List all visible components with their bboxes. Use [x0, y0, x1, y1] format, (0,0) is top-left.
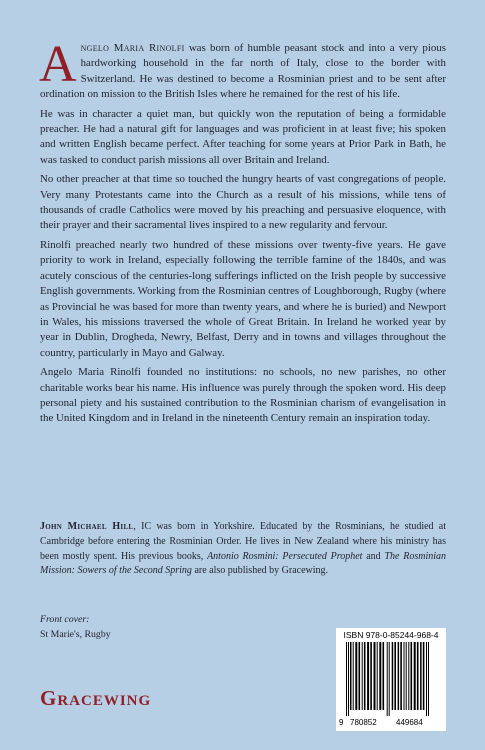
previous-book-1: Antonio Rosmini: Persecuted Prophet	[207, 550, 363, 562]
barcode-bar	[359, 642, 361, 710]
barcode-bar	[426, 642, 427, 716]
blurb-paragraph-1	[39, 36, 446, 103]
author-name: John Michael Hill	[40, 521, 134, 532]
isbn-number: ISBN 978-0-85244-968-4	[343, 630, 439, 640]
author-bio-text-c: are also published by Gracewing.	[191, 565, 329, 577]
barcode-bar	[387, 642, 388, 716]
front-cover-label: Front cover:	[40, 614, 90, 625]
author-bio	[40, 520, 446, 579]
barcode-bar	[411, 642, 413, 710]
barcode-bar	[346, 642, 347, 716]
barcode-bar	[374, 642, 376, 710]
barcode-bar	[398, 642, 400, 710]
author-bio-text-b: and	[362, 550, 385, 562]
barcode-digit-first: 9	[339, 718, 344, 727]
barcode-bar	[367, 642, 369, 710]
barcode-bar	[350, 642, 352, 710]
subject-name: ngelo Maria Rinolfi	[80, 42, 185, 54]
barcode-bar	[348, 642, 349, 716]
barcode-bar	[364, 642, 366, 710]
blurb-paragraph-4: Rinolfi preached nearly two hundred of these missions over twenty-five years. He gave priority to work in Ireland, especially following the terrible famine of the 1840s, and was acutely conscious of the centuries-long sufferings inflicted on the Irish people by successive English governments. Working from the Rosminian centres of Loughborough, Rugby (where as Provincial he was based for more than twenty years, and where he is buried) and Newport in Wales, his missions traversed the whole of Great Britain. In Ireland he worked year by year in Dublin, Drogheda, Newry, Belfast, Derry and in towns and villages throughout the country, particularly in Mayo and Galway.	[40, 238, 446, 359]
barcode-bar	[394, 642, 396, 710]
barcode-bar	[406, 642, 407, 710]
blurb-paragraph-5: Angelo Maria Rinolfi founded no institutions: no schools, no new parishes, no other charitable works bear his name. His influence was purely through the spoken word. His deep personal piety and his sustained contribution to the Rosminian charism of evangelisation in the United Kingdom and in Ireland in the nineteenth Century remain an inspiration today.	[40, 366, 446, 425]
barcode-bar	[404, 642, 405, 710]
barcode-bar	[408, 642, 409, 710]
barcode-bar	[423, 642, 425, 710]
barcode-bar	[392, 642, 394, 710]
barcode-bar	[428, 642, 429, 716]
barcode-bar	[377, 642, 378, 710]
barcode-bar	[379, 642, 381, 710]
barcode-bar	[420, 642, 422, 710]
previous-book-2: The Rosminian Mission: Sowers of the Second Spring	[40, 550, 447, 577]
front-cover-credit	[40, 612, 111, 642]
barcode-bar	[389, 642, 390, 716]
barcode-bar	[414, 642, 416, 710]
barcode-bar	[370, 642, 372, 710]
publisher-logo: Gracewing	[40, 686, 152, 710]
barcode-bar	[383, 642, 385, 710]
back-cover-blurb	[39, 36, 446, 431]
barcode-group-left: 780852	[350, 718, 377, 727]
author-bio-text-a: , IC was born in Yorkshire. Educated by the Rosminians, he studied at Cambridge before entering the Rosminian Order. He lives in New Zealand where his ministry has been mostly spent. His previous books,	[40, 521, 446, 562]
barcode-bar	[355, 642, 357, 710]
barcode-bar	[417, 642, 419, 710]
barcode-bars	[344, 642, 440, 716]
blurb-paragraph-3: No other preacher at that time so touched the hungry hearts of vast congregations of people. Very many Protestants came into the Church as a result of his missions, while tens of thousands of cradle Catholics were moved by his preaching and persuasive eloquence, with their prayer and their sacramental lives inspired to a new regularity and fervour.	[40, 173, 446, 232]
barcode-bar	[400, 642, 402, 710]
drop-cap: A	[39, 36, 77, 93]
blurb-paragraph-2: He was in character a quiet man, but quickly won the reputation of being a formidable preacher. He had a natural gift for languages and was proficient in at least five; his spoken and written English became perfect. After teaching for some years at Prior Park in Bath, he was tasked to conduct parish missions all over Britain and Ireland.	[40, 107, 446, 166]
barcode-bar	[362, 642, 363, 710]
barcode-group-right: 449684	[396, 718, 423, 727]
blurb-paragraph-1-text: was born of humble peasant stock and into a very pious hardworking household in the far north of Italy, close to the border with Switzerland. He was destined to become a Rosminian priest and to be sent after ordination on mission to the British Isles where he remained for the rest of his life.	[40, 42, 446, 101]
front-cover-value: St Marie's, Rugby	[40, 629, 111, 640]
barcode-bar	[353, 642, 354, 710]
isbn-barcode	[336, 628, 446, 731]
